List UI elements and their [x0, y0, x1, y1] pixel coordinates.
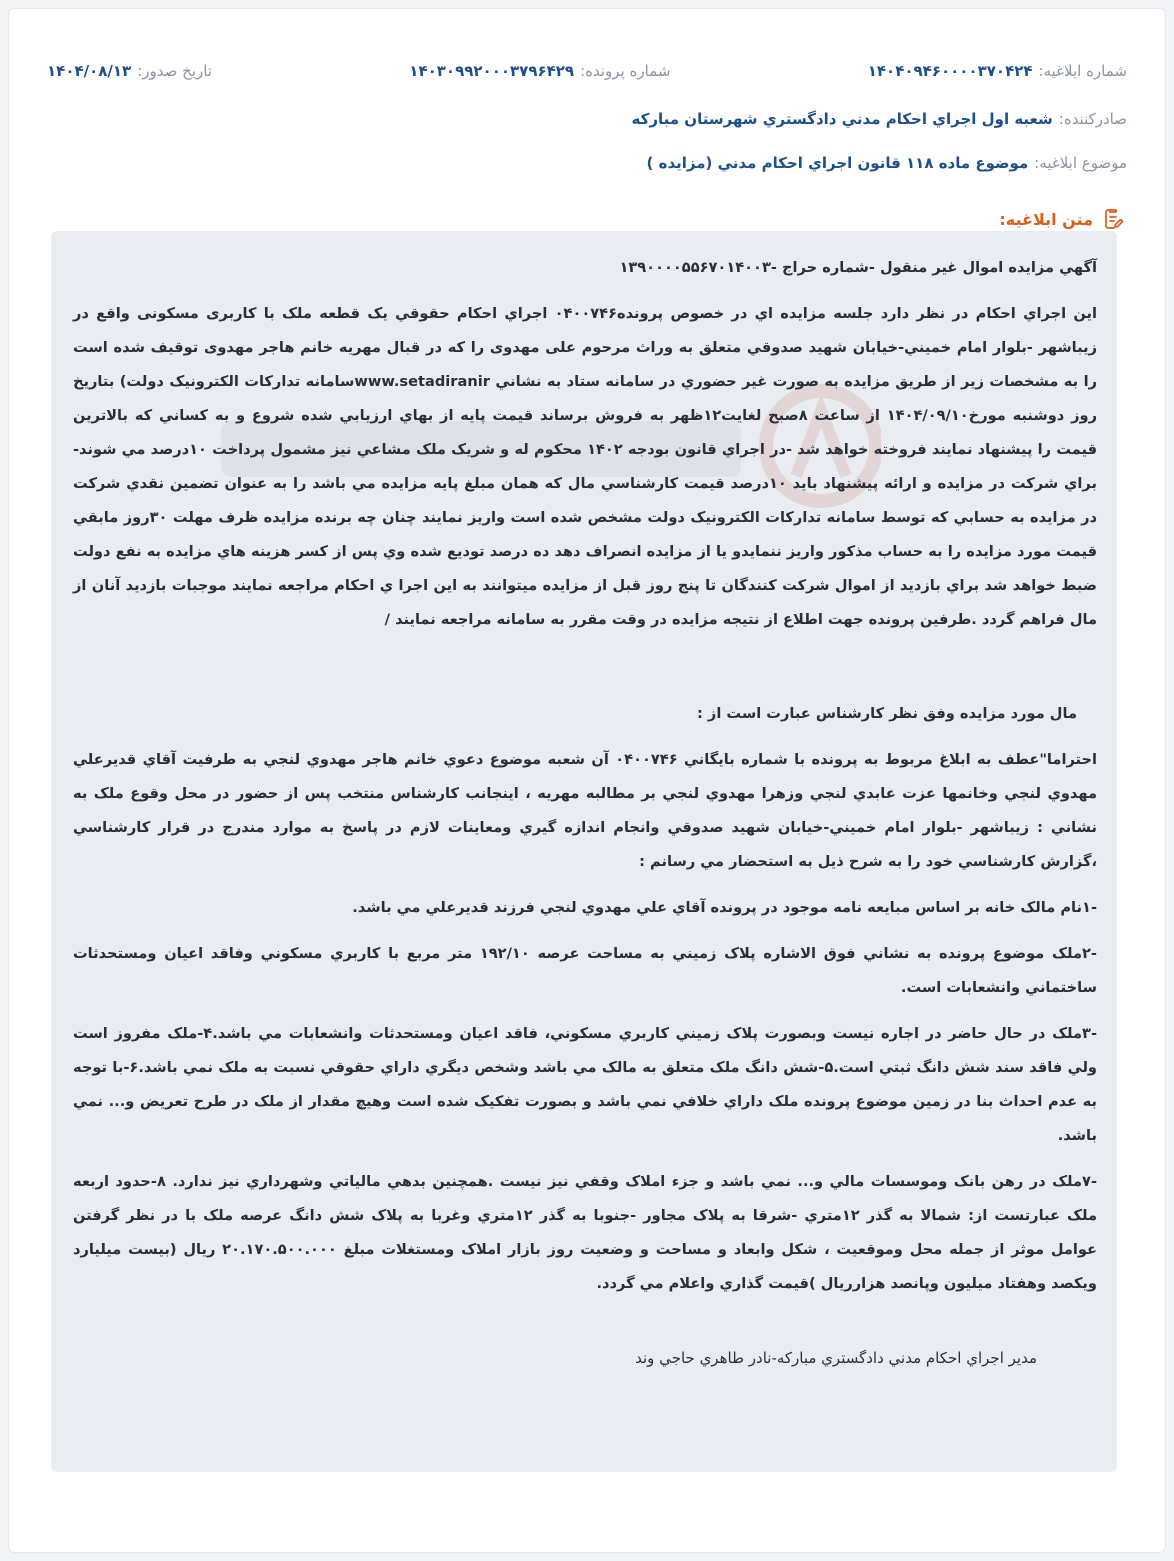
notice-number-label: شماره ابلاغيه: [1038, 62, 1127, 80]
list-item: -۲ملک موضوع پرونده به نشاني فوق الاشاره پلاک زميني به مساحت عرصه ۱۹۲/۱۰ متر مربع با کاربري مسکوني وفاقد اعيان ومستحدثات ساختماني وانشعابات است. [73, 945, 1097, 996]
list-item: -۳ملک در حال حاضر در اجاره نيست وبصورت پلاک زميني کاربري مسکوني، فاقد اعيان ومستحدثات وانشعابات مي باشد.۴-ملک مفروز است ولي فاقد سند شش دانگ ثبتي است.۵-شش دانگ ملک متعلق به مالک مي باشد وشخص ديگري داراي حقوقي نسبت به ملک نمي باشد.۶-با توجه به عدم احداث بنا در زمين موضوع پرونده ملک داراي خلافي نمي باشد و بصورت تفکيک شده است وهيچ مقدار از ملک در طرح تعريض و... نمي باشد. [73, 1025, 1098, 1144]
issuer [632, 110, 1127, 128]
meta-row-numbers [47, 57, 1127, 85]
meta-row-subject [47, 149, 1127, 177]
section-title-text: متن ابلاغيه: [999, 209, 1093, 229]
subject [647, 154, 1127, 172]
notice-number-value: ۱۴۰۴۰۹۴۶۰۰۰۰۳۷۰۴۲۴ [867, 62, 1033, 80]
case-number-value: ۱۴۰۳۰۹۹۲۰۰۰۳۷۹۶۴۲۹ [409, 62, 575, 80]
subject-label: موضوع ابلاغيه: [1034, 154, 1127, 172]
notice-number [868, 62, 1127, 80]
issuer-label: صادرکننده: [1058, 110, 1127, 128]
section-title [999, 207, 1125, 231]
issuer-value: شعبه اول اجراي احکام مدني دادگستري شهرستان مبارکه [631, 110, 1053, 128]
document-edit-icon [1101, 207, 1125, 231]
list-item: -۱نام مالک خانه بر اساس مبايعه نامه موجود در پرونده آقاي علي مهدوي لنجي فرزند قديرعلي مي باشد. [352, 899, 1097, 916]
notice-paragraph-2: احتراما"عطف به ابلاغ مربوط به پرونده با شماره بايگاني ۰۴۰۰۷۴۶ آن شعبه موضوع دعوي خانم هاجر مهدوي لنجي به طرفيت آقاي قديرعلي مهدوي لنجي وخانمها عزت عابدي لنجي وزهرا مهدوي لنجي بر مطالبه مهريه ، اينجانب کارشناس منتخب پس از حضور در محل وقوع ملک به نشاني : زيباشهر -بلوار امام خميني-خيابان شهيد صدوقي وانجام اندازه گيري ومعاينات لازم در پاسخ به موارد مندرج در قرار کارشناسي ،گزارش کارشناسي خود را به شرح ذيل به استحضار مي رسانم : [73, 751, 1098, 870]
signature: مدير اجراي احکام مدني دادگستري مبارکه-نادر طاهري حاجي وند [635, 1349, 1037, 1367]
issue-date [47, 62, 212, 80]
subject-value: موضوع ماده ۱۱۸ قانون اجراي احکام مدني (مزايده ) [646, 154, 1029, 172]
meta-row-issuer [47, 105, 1127, 133]
case-number [409, 62, 670, 80]
notice-heading: آگهي مزايده اموال غير منقول -شماره حراج -۱۳۹۰۰۰۰۵۵۶۷۰۱۴۰۰۳ [619, 259, 1097, 276]
case-number-label: شماره پرونده: [580, 62, 671, 80]
notice-paragraph-1: اين اجراي احکام در نظر دارد جلسه مزايده اي در خصوص پرونده۰۴۰۰۷۴۶ اجراي احکام حقوقي يک قطعه ملک با کاربری مسکونی واقع در زيباشهر -بلوار امام خميني-خيابان شهيد صدوقي متعلق به وراث مرحوم علی مهدوی را که در قبال مهريه خانم هاجر مهدوی توقيف شده است را به مشخصات زير از طريق مزايده به صورت غير حضوري در سامانه ستاد به نشاني www.setadiranirسامانه تدارکات الکترونيک دولت) بتاريخ روز دوشنبه مورخ۱۴۰۴/۰۹/۱۰ از ساعت ۸صبح لغايت۱۲ظهر به فروش برساند قيمت پايه از بهاي ارزيابي شده شروع و به کساني که بالاترين قيمت را پيشنهاد نمايند فروخته خواهد شد -در اجراي قانون بودجه ۱۴۰۲ محکوم له و شريک ملک مشاعي نيز مشمول پرداخت ۱۰درصد مي شوند-براي شرکت در مزايده و ارائه پيشنهاد بايد ۱۰درصد قيمت کارشناسي مال که همان مبلغ پايه مزايده مي باشد را به عنوان تضمين نقدي شرکت در مزايده به حسابي که توسط سامانه تدارکات الکترونيک دولت مشخص شده است واريز نمايند چنان چه برنده مزايده ظرف مهلت ۳۰روز مابقي قيمت مورد مزايده را به حساب مذکور واريز ننمايدو يا از مزايده انصراف دهد ده درصد توديع شده وي پس از کسر هزينه هاي مزايده به نفع دولت ضبط خواهد شد براي بازديد از اموال شرکت کنندگان تا پنج روز قبل از مزايده ميتوانند به اين اجرا ي احکام مراجعه نمايند موجبات بازديد آنان از مال فراهم گردد .طرفين پرونده جهت اطلاع از نتيجه مزايده در وقت مقرر به سامانه مراجعه نمايند / [73, 305, 1098, 628]
notice-subheading: مال مورد مزايده وفق نظر کارشناس عبارت است از : [697, 705, 1077, 722]
issue-date-label: تاريخ صدور: [137, 62, 212, 80]
notice-content [51, 231, 1117, 1472]
issue-date-value: ۱۴۰۴/۰۸/۱۳ [47, 62, 132, 80]
list-item: -۷ملک در رهن بانک وموسسات مالي و... نمي باشد و جزء املاک وقفي نيز نيست .همچنين بدهي مالياتي وشهرداري نيز ندارد. ۸-حدود اربعه ملک عبارتست از: شمالا به گذر ۱۲متري -شرقا به پلاک مجاور -جنوبا به گذر ۱۲متري وغربا به پلاک شش دانگ عرصه ملک با در نظر گرفتن عوامل موثر از جمله محل وموقعيت ، شکل وابعاد و مساحت و وضعيت روز بازار املاک ومستغلات مبلغ ۲۰.۱۷۰.۵۰۰.۰۰۰ ريال (بيست ميليارد ويکصد وهفتاد ميليون وپانصد هزارريال )قيمت گذاري واعلام مي گردد. [73, 1173, 1097, 1292]
